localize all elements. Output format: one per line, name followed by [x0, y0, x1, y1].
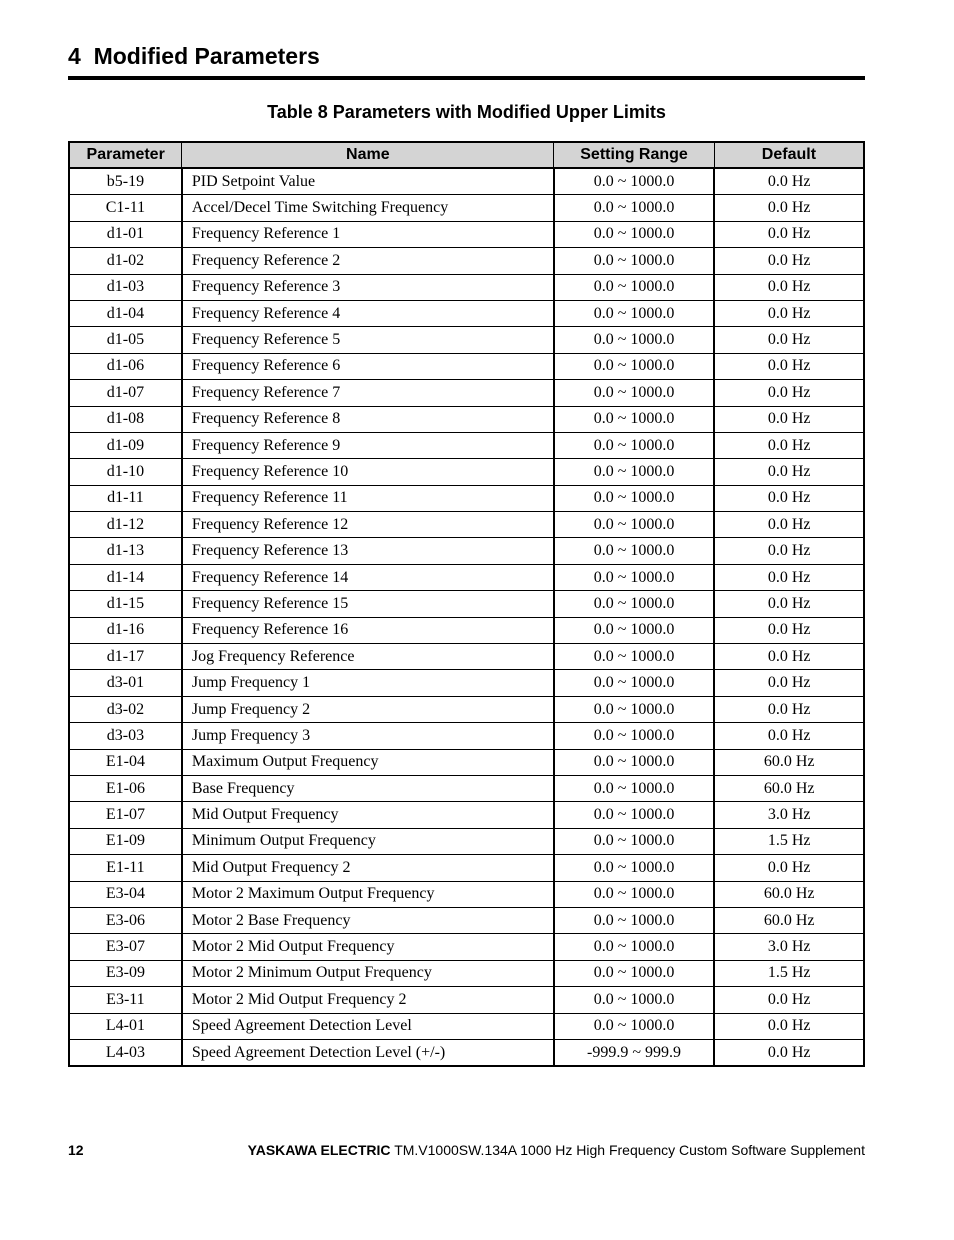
- cell-parameter: d1-05: [69, 327, 182, 353]
- cell-parameter: d1-09: [69, 432, 182, 458]
- cell-setting-range: 0.0 ~ 1000.0: [554, 300, 715, 326]
- cell-default: 3.0 Hz: [714, 934, 864, 960]
- cell-parameter: d1-02: [69, 248, 182, 274]
- cell-name: Motor 2 Maximum Output Frequency: [182, 881, 554, 907]
- cell-name: Frequency Reference 2: [182, 248, 554, 274]
- cell-default: 0.0 Hz: [714, 987, 864, 1013]
- cell-setting-range: 0.0 ~ 1000.0: [554, 538, 715, 564]
- table-caption: Table 8 Parameters with Modified Upper Limits: [267, 102, 666, 122]
- cell-default: 3.0 Hz: [714, 802, 864, 828]
- table-row: [69, 195, 864, 221]
- table-row: [69, 327, 864, 353]
- cell-setting-range: 0.0 ~ 1000.0: [554, 591, 715, 617]
- table-row: [69, 855, 864, 881]
- cell-default: 0.0 Hz: [714, 855, 864, 881]
- cell-setting-range: 0.0 ~ 1000.0: [554, 855, 715, 881]
- cell-setting-range: 0.0 ~ 1000.0: [554, 432, 715, 458]
- cell-setting-range: 0.0 ~ 1000.0: [554, 485, 715, 511]
- cell-parameter: E3-06: [69, 907, 182, 933]
- cell-parameter: d1-03: [69, 274, 182, 300]
- document-title: TM.V1000SW.134A 1000 Hz High Frequency Custom Software Supplement: [394, 1142, 865, 1158]
- cell-parameter: E3-04: [69, 881, 182, 907]
- cell-setting-range: 0.0 ~ 1000.0: [554, 406, 715, 432]
- cell-name: Speed Agreement Detection Level: [182, 1013, 554, 1039]
- cell-name: Mid Output Frequency: [182, 802, 554, 828]
- cell-setting-range: 0.0 ~ 1000.0: [554, 696, 715, 722]
- table-row: [69, 987, 864, 1013]
- cell-parameter: d1-13: [69, 538, 182, 564]
- cell-name: Frequency Reference 9: [182, 432, 554, 458]
- cell-name: Frequency Reference 8: [182, 406, 554, 432]
- cell-parameter: E3-11: [69, 987, 182, 1013]
- cell-parameter: d1-14: [69, 564, 182, 590]
- table-row: [69, 353, 864, 379]
- cell-default: 0.0 Hz: [714, 512, 864, 538]
- table-row: [69, 459, 864, 485]
- cell-default: 0.0 Hz: [714, 617, 864, 643]
- table-row: [69, 617, 864, 643]
- cell-name: Frequency Reference 4: [182, 300, 554, 326]
- cell-name: PID Setpoint Value: [182, 168, 554, 195]
- document-reference: [248, 1142, 865, 1158]
- cell-name: Frequency Reference 11: [182, 485, 554, 511]
- table-header-row: [69, 142, 864, 168]
- table-row: [69, 749, 864, 775]
- cell-setting-range: 0.0 ~ 1000.0: [554, 564, 715, 590]
- cell-setting-range: 0.0 ~ 1000.0: [554, 723, 715, 749]
- cell-name: Jump Frequency 2: [182, 696, 554, 722]
- section-title-text: Modified Parameters: [93, 43, 320, 69]
- cell-name: Jump Frequency 3: [182, 723, 554, 749]
- cell-default: 0.0 Hz: [714, 564, 864, 590]
- table-row: [69, 248, 864, 274]
- table-row: [69, 512, 864, 538]
- page-number: 12: [68, 1142, 84, 1158]
- cell-parameter: d1-01: [69, 221, 182, 247]
- cell-parameter: d3-03: [69, 723, 182, 749]
- page-title: [68, 43, 320, 70]
- table-row: [69, 960, 864, 986]
- cell-setting-range: 0.0 ~ 1000.0: [554, 749, 715, 775]
- cell-default: 0.0 Hz: [714, 300, 864, 326]
- cell-parameter: d1-11: [69, 485, 182, 511]
- cell-parameter: d1-04: [69, 300, 182, 326]
- cell-setting-range: 0.0 ~ 1000.0: [554, 274, 715, 300]
- cell-name: Frequency Reference 10: [182, 459, 554, 485]
- section-number: 4: [68, 43, 81, 69]
- header-parameter: Parameter: [69, 142, 182, 168]
- table-row: [69, 696, 864, 722]
- table-row: [69, 300, 864, 326]
- cell-parameter: E1-04: [69, 749, 182, 775]
- table-row: [69, 1039, 864, 1066]
- cell-default: 0.0 Hz: [714, 168, 864, 195]
- cell-parameter: d1-06: [69, 353, 182, 379]
- table-row: [69, 406, 864, 432]
- cell-name: Jump Frequency 1: [182, 670, 554, 696]
- cell-setting-range: 0.0 ~ 1000.0: [554, 353, 715, 379]
- table-row: [69, 828, 864, 854]
- table-row: [69, 221, 864, 247]
- cell-default: 0.0 Hz: [714, 406, 864, 432]
- cell-default: 60.0 Hz: [714, 881, 864, 907]
- cell-default: 0.0 Hz: [714, 1013, 864, 1039]
- cell-name: Mid Output Frequency 2: [182, 855, 554, 881]
- cell-parameter: E3-09: [69, 960, 182, 986]
- cell-default: 0.0 Hz: [714, 432, 864, 458]
- cell-parameter: d1-12: [69, 512, 182, 538]
- cell-setting-range: 0.0 ~ 1000.0: [554, 802, 715, 828]
- cell-parameter: d1-15: [69, 591, 182, 617]
- cell-name: Frequency Reference 5: [182, 327, 554, 353]
- cell-setting-range: 0.0 ~ 1000.0: [554, 168, 715, 195]
- table-row: [69, 380, 864, 406]
- cell-default: 0.0 Hz: [714, 644, 864, 670]
- cell-setting-range: 0.0 ~ 1000.0: [554, 934, 715, 960]
- cell-setting-range: 0.0 ~ 1000.0: [554, 670, 715, 696]
- cell-name: Frequency Reference 14: [182, 564, 554, 590]
- table-row: [69, 274, 864, 300]
- table-row: [69, 485, 864, 511]
- cell-name: Frequency Reference 15: [182, 591, 554, 617]
- cell-parameter: d3-02: [69, 696, 182, 722]
- table-row: [69, 591, 864, 617]
- cell-default: 0.0 Hz: [714, 248, 864, 274]
- cell-parameter: L4-01: [69, 1013, 182, 1039]
- cell-parameter: E3-07: [69, 934, 182, 960]
- table-row: [69, 934, 864, 960]
- table-body: [69, 168, 864, 1066]
- cell-parameter: d1-16: [69, 617, 182, 643]
- header-default: Default: [714, 142, 864, 168]
- cell-parameter: E1-11: [69, 855, 182, 881]
- table-row: [69, 644, 864, 670]
- cell-setting-range: 0.0 ~ 1000.0: [554, 1013, 715, 1039]
- table-row: [69, 538, 864, 564]
- cell-setting-range: 0.0 ~ 1000.0: [554, 617, 715, 643]
- cell-default: 60.0 Hz: [714, 907, 864, 933]
- table-row: [69, 775, 864, 801]
- cell-name: Motor 2 Minimum Output Frequency: [182, 960, 554, 986]
- cell-name: Frequency Reference 16: [182, 617, 554, 643]
- brand-name: YASKAWA ELECTRIC: [247, 1142, 391, 1158]
- cell-default: 0.0 Hz: [714, 274, 864, 300]
- cell-default: 0.0 Hz: [714, 538, 864, 564]
- cell-name: Frequency Reference 1: [182, 221, 554, 247]
- cell-name: Minimum Output Frequency: [182, 828, 554, 854]
- cell-name: Base Frequency: [182, 775, 554, 801]
- cell-name: Motor 2 Mid Output Frequency 2: [182, 987, 554, 1013]
- cell-default: 0.0 Hz: [714, 353, 864, 379]
- cell-parameter: E1-06: [69, 775, 182, 801]
- cell-parameter: d1-07: [69, 380, 182, 406]
- cell-parameter: d1-17: [69, 644, 182, 670]
- cell-name: Motor 2 Base Frequency: [182, 907, 554, 933]
- cell-default: 0.0 Hz: [714, 591, 864, 617]
- header-name: Name: [182, 142, 554, 168]
- cell-parameter: L4-03: [69, 1039, 182, 1066]
- cell-setting-range: 0.0 ~ 1000.0: [554, 987, 715, 1013]
- cell-setting-range: 0.0 ~ 1000.0: [554, 512, 715, 538]
- cell-name: Jog Frequency Reference: [182, 644, 554, 670]
- cell-parameter: E1-07: [69, 802, 182, 828]
- cell-parameter: b5-19: [69, 168, 182, 195]
- cell-default: 0.0 Hz: [714, 696, 864, 722]
- cell-default: 60.0 Hz: [714, 749, 864, 775]
- cell-parameter: E1-09: [69, 828, 182, 854]
- cell-setting-range: 0.0 ~ 1000.0: [554, 459, 715, 485]
- cell-name: Accel/Decel Time Switching Frequency: [182, 195, 554, 221]
- cell-setting-range: 0.0 ~ 1000.0: [554, 960, 715, 986]
- cell-default: 0.0 Hz: [714, 670, 864, 696]
- cell-default: 1.5 Hz: [714, 960, 864, 986]
- title-divider: [68, 76, 865, 80]
- table-row: [69, 670, 864, 696]
- cell-default: 0.0 Hz: [714, 380, 864, 406]
- cell-name: Speed Agreement Detection Level (+/-): [182, 1039, 554, 1066]
- cell-name: Frequency Reference 13: [182, 538, 554, 564]
- table-row: [69, 564, 864, 590]
- cell-setting-range: 0.0 ~ 1000.0: [554, 327, 715, 353]
- cell-default: 0.0 Hz: [714, 723, 864, 749]
- cell-name: Frequency Reference 6: [182, 353, 554, 379]
- cell-parameter: d3-01: [69, 670, 182, 696]
- cell-setting-range: 0.0 ~ 1000.0: [554, 248, 715, 274]
- cell-setting-range: 0.0 ~ 1000.0: [554, 828, 715, 854]
- cell-setting-range: 0.0 ~ 1000.0: [554, 644, 715, 670]
- cell-default: 1.5 Hz: [714, 828, 864, 854]
- table-row: [69, 907, 864, 933]
- cell-setting-range: 0.0 ~ 1000.0: [554, 881, 715, 907]
- cell-setting-range: 0.0 ~ 1000.0: [554, 195, 715, 221]
- table-row: [69, 881, 864, 907]
- cell-setting-range: -999.9 ~ 999.9: [554, 1039, 715, 1066]
- cell-parameter: C1-11: [69, 195, 182, 221]
- cell-default: 0.0 Hz: [714, 195, 864, 221]
- cell-default: 0.0 Hz: [714, 327, 864, 353]
- cell-parameter: d1-10: [69, 459, 182, 485]
- cell-setting-range: 0.0 ~ 1000.0: [554, 775, 715, 801]
- cell-default: 0.0 Hz: [714, 485, 864, 511]
- table-row: [69, 168, 864, 195]
- cell-default: 60.0 Hz: [714, 775, 864, 801]
- cell-setting-range: 0.0 ~ 1000.0: [554, 221, 715, 247]
- cell-name: Frequency Reference 3: [182, 274, 554, 300]
- cell-name: Frequency Reference 12: [182, 512, 554, 538]
- table-row: [69, 1013, 864, 1039]
- cell-name: Maximum Output Frequency: [182, 749, 554, 775]
- cell-name: Motor 2 Mid Output Frequency: [182, 934, 554, 960]
- table-row: [69, 432, 864, 458]
- cell-default: 0.0 Hz: [714, 459, 864, 485]
- cell-default: 0.0 Hz: [714, 221, 864, 247]
- header-setting-range: Setting Range: [554, 142, 715, 168]
- cell-setting-range: 0.0 ~ 1000.0: [554, 907, 715, 933]
- cell-default: 0.0 Hz: [714, 1039, 864, 1066]
- cell-parameter: d1-08: [69, 406, 182, 432]
- table-row: [69, 802, 864, 828]
- parameters-table: [68, 141, 865, 1067]
- cell-name: Frequency Reference 7: [182, 380, 554, 406]
- cell-setting-range: 0.0 ~ 1000.0: [554, 380, 715, 406]
- table-row: [69, 723, 864, 749]
